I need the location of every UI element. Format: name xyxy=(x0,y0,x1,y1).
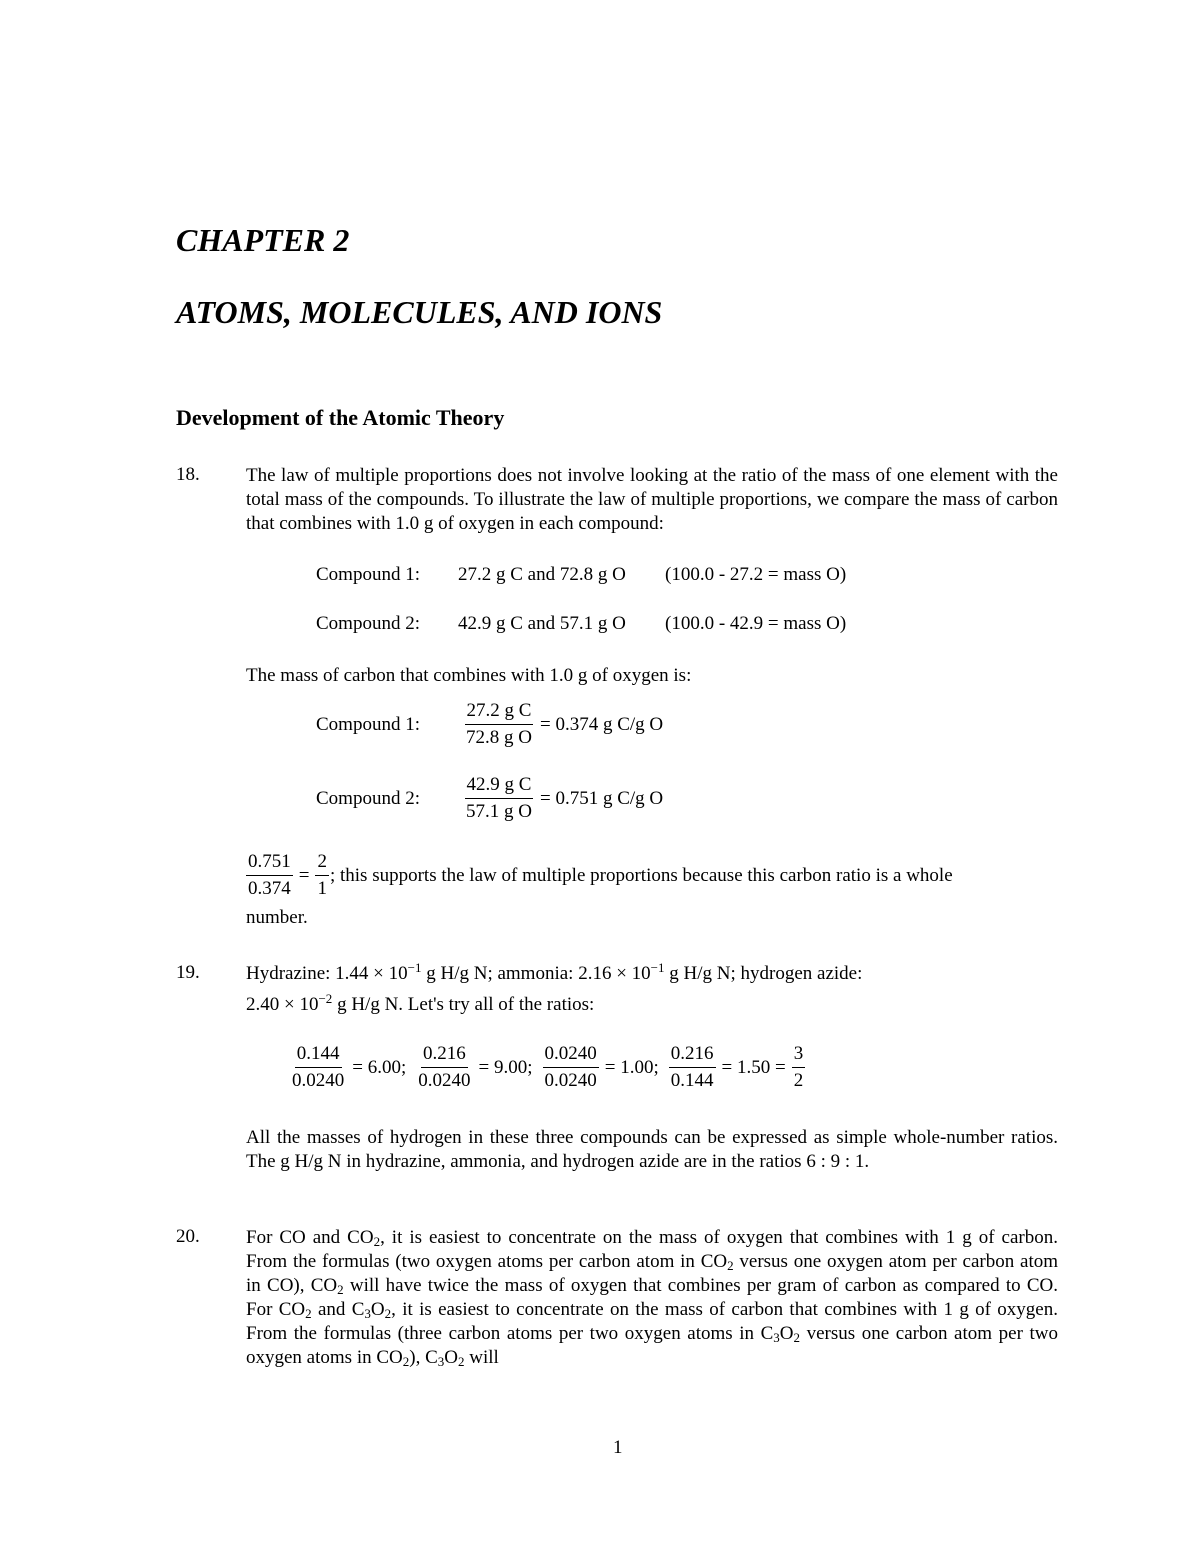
problem-20-number: 20. xyxy=(176,1226,200,1247)
ratio-numerator: 0.751 xyxy=(246,851,293,876)
ratio-2-numerator: 2 xyxy=(315,851,329,876)
ratio-equals: = xyxy=(298,864,310,886)
compound-1-note: (100.0 - 27.2 = mass O) xyxy=(665,564,847,585)
fraction-1-numerator: 27.2 g C xyxy=(465,700,534,725)
problem-20-text: For CO and $CO_2$, it is easiest to concentrate on the mass of oxygen that combines with 1 g of carbon. From the formulas (two oxygen atoms per carbon atom in $CO_2$ versus one oxygen atom per carbon atom in CO), $CO_2$ will have twice the mass of oxygen that combines per gram of carbon as compared to CO. For $CO_2$ and $C_3O_2$, it is easiest to concentrate on the mass of carbon that combines with 1 g of oxygen. From the formulas (three carbon atoms per two oxygen atoms in $C_3O_2$ versus one carbon atom per two oxygen atoms in $CO_2$), $C_3O_2$ will xyxy=(246,1227,1058,1369)
compound-2-label: Compound 2: xyxy=(316,613,420,634)
ratio-conclusion-cont: number. xyxy=(246,907,308,928)
problem-19-number: 19. xyxy=(176,962,200,983)
fraction-1 xyxy=(464,700,534,749)
fraction-2-numerator: 42.9 g C xyxy=(465,774,534,799)
fraction-1-result: = 0.374 g C/g O xyxy=(539,713,664,735)
hydrazine-line: Hydrazine: $1.44 \times 10^{-1}$ g H/g N; ammonia: $2.16 \times 10^{-1}$ g H/g N; hydrogen azide: xyxy=(246,960,863,984)
fraction-1-denominator: 72.8 g O xyxy=(466,727,532,748)
problem-19-summary: All the masses of hydrogen in these three compounds can be expressed as simple whole-number ratios. The g H/g N in hydrazine, ammonia, and hydrogen azide are in the ratios 6 : 9 : 1. xyxy=(246,1127,1058,1172)
fraction-2-result: = 0.751 g C/g O xyxy=(539,787,664,809)
chapter-label: CHAPTER 2 xyxy=(176,222,350,258)
ratio-a: $\frac{0.144}{0.0240}$ xyxy=(292,1043,345,1091)
compound-1-label: Compound 1: xyxy=(316,564,420,585)
fraction-row-2 xyxy=(316,774,663,823)
ratio-fraction xyxy=(246,851,293,900)
fraction-1-label: Compound 1: xyxy=(316,713,420,735)
mass-intro: The mass of carbon that combines with 1.0 g of oxygen is: xyxy=(246,665,692,686)
compound-2-masses: 42.9 g C and 57.1 g O xyxy=(458,613,626,634)
ratio-2-denominator: 1 xyxy=(317,878,327,899)
page-number: 1 xyxy=(613,1437,623,1458)
fraction-2-denominator: 57.1 g O xyxy=(466,801,532,822)
ratio-d: $\frac{0.216}{0.144}$ xyxy=(670,1043,714,1091)
ratio-2-fraction xyxy=(315,851,329,900)
problem-18-number: 18. xyxy=(176,464,200,485)
ratios-row xyxy=(290,1043,811,1092)
ratio-d-result: = 1.50 = xyxy=(721,1056,786,1078)
ratio-e: $\frac{3}{2}$ xyxy=(793,1043,804,1091)
ratio-b-result: = 9.00; xyxy=(478,1056,533,1078)
section-title: Development of the Atomic Theory xyxy=(176,405,505,430)
chapter-title: ATOMS, MOLECULES, AND IONS xyxy=(176,294,663,330)
compound-2-note: (100.0 - 42.9 = mass O) xyxy=(665,613,847,634)
azide-line: $2.40 \times 10^{-2}$ g H/g N. Let's try all of the ratios: xyxy=(246,991,595,1015)
ratio-c: $\frac{0.0240}{0.0240}$ xyxy=(544,1043,597,1091)
fraction-row-1 xyxy=(316,700,663,749)
ratio-conclusion: ; this supports the law of multiple proportions because this carbon ratio is a whole xyxy=(329,864,953,886)
problem-18-text: The law of multiple proportions does not involve looking at the ratio of the mass of one element with the total mass of the compounds. To illustrate the law of multiple proportions, we compare the mass of carbon that combines with 1.0 g of oxygen in each compound: xyxy=(246,465,1058,534)
fraction-2 xyxy=(464,774,534,823)
ratio-a-result: = 6.00; xyxy=(352,1056,407,1078)
compound-1-masses: 27.2 g C and 72.8 g O xyxy=(458,564,626,585)
ratio-denominator: 0.374 xyxy=(248,878,291,899)
fraction-2-label: Compound 2: xyxy=(316,787,420,809)
ratio-row xyxy=(240,851,953,900)
ratio-c-result: = 1.00; xyxy=(604,1056,659,1078)
ratio-b: $\frac{0.216}{0.0240}$ xyxy=(418,1043,471,1091)
